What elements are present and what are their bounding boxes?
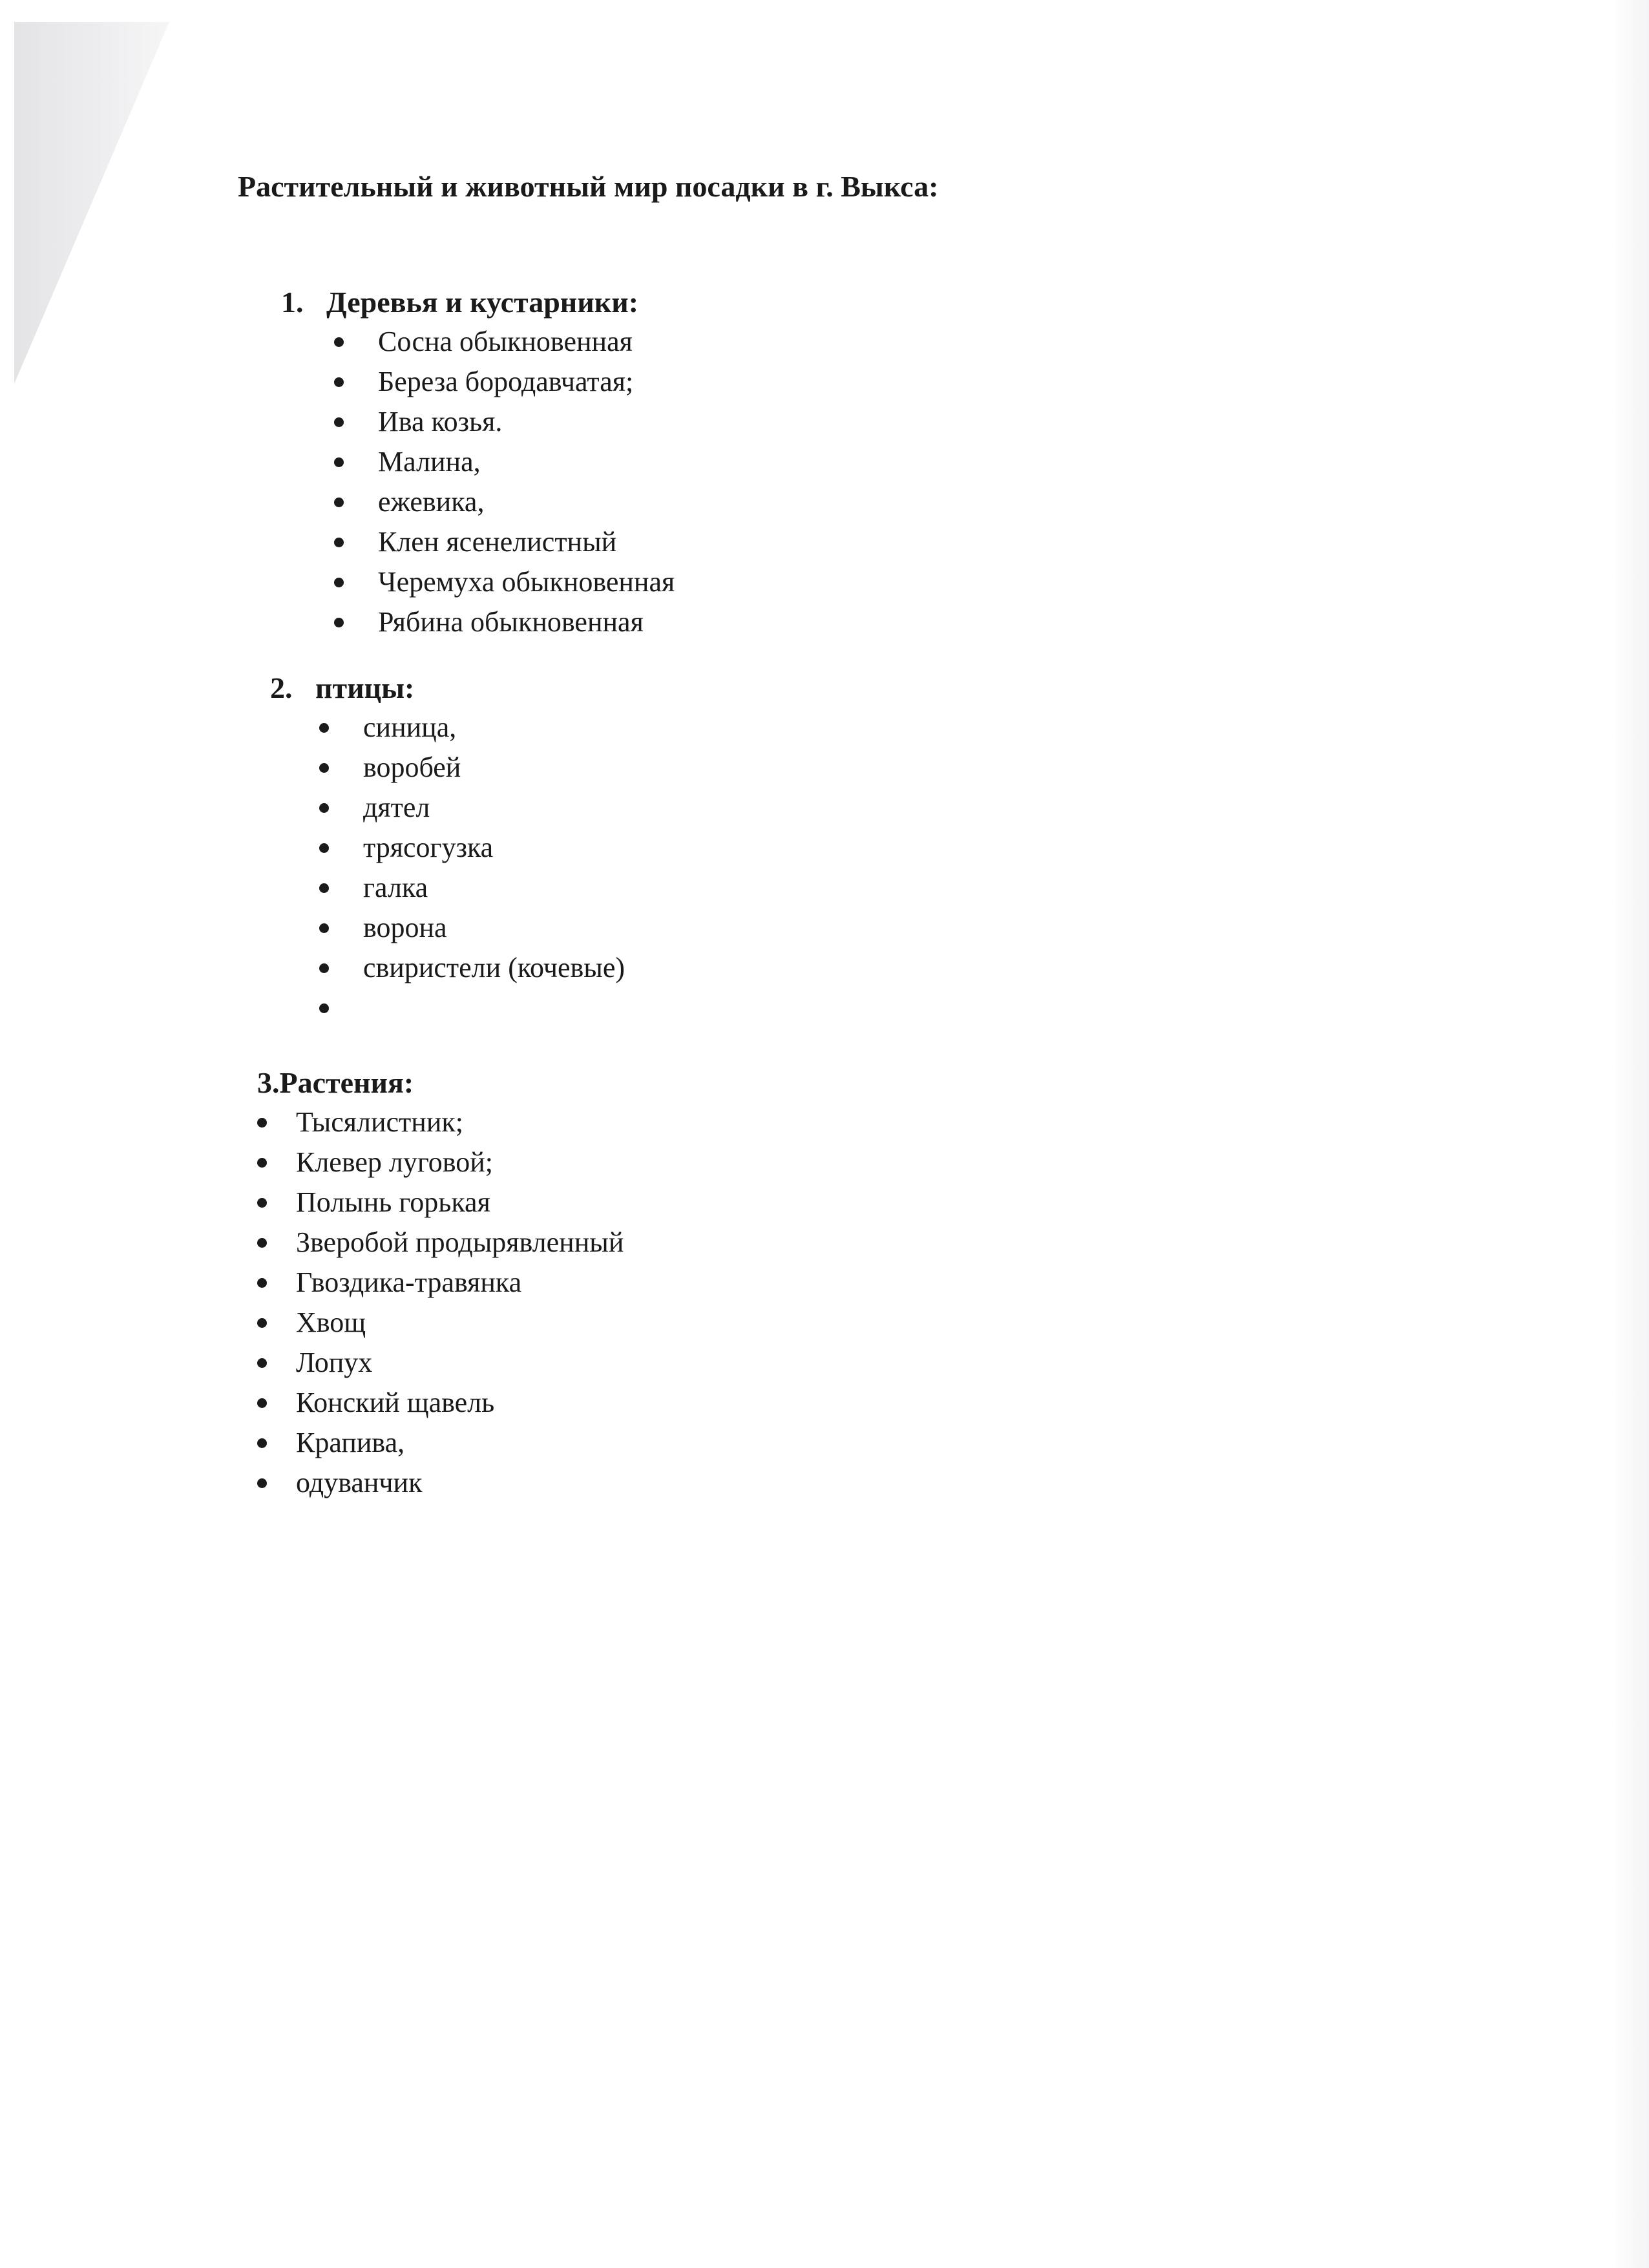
list-item bbox=[334, 362, 638, 402]
bullet-icon bbox=[334, 538, 344, 547]
list-item bbox=[257, 1182, 490, 1223]
list-item-text: Крапива, bbox=[296, 1427, 405, 1458]
list-item-text: Тысялистник; bbox=[296, 1106, 463, 1138]
list-item bbox=[334, 522, 638, 562]
list-item-text: Черемуха обыкновенная bbox=[378, 566, 675, 598]
bullet-icon bbox=[319, 843, 329, 853]
list-item bbox=[319, 708, 457, 748]
bullet-icon bbox=[257, 1358, 267, 1368]
section-heading-text: Деревья и кустарники: bbox=[326, 286, 639, 319]
bullet-icon bbox=[319, 723, 329, 733]
list-item-text: Гвоздика-травянка bbox=[296, 1266, 522, 1298]
bullet-icon bbox=[319, 923, 329, 933]
list-item-text: трясогузка bbox=[363, 832, 494, 863]
section-heading-text: Растения: bbox=[279, 1066, 414, 1099]
list-item-text: синица, bbox=[363, 711, 457, 743]
list-item bbox=[334, 402, 638, 442]
section-birds bbox=[270, 669, 625, 1028]
document-title: Растительный и животный мир посадки в г. Выкса: bbox=[238, 170, 939, 203]
list-item bbox=[334, 442, 638, 482]
section-heading bbox=[281, 283, 638, 322]
list-item bbox=[334, 482, 638, 522]
bullet-icon bbox=[319, 803, 329, 813]
bullet-icon bbox=[257, 1118, 267, 1128]
list-item-text: Клен ясенелистный bbox=[378, 526, 617, 558]
list-item-text: Хвощ bbox=[296, 1307, 366, 1338]
list-item bbox=[257, 1423, 414, 1463]
list-item-text: одуванчик bbox=[296, 1467, 423, 1498]
bullet-icon bbox=[257, 1438, 267, 1448]
bullet-icon bbox=[319, 963, 329, 973]
list-item-text: Конский щавель bbox=[296, 1387, 495, 1418]
list-item bbox=[334, 602, 644, 642]
bullet-icon bbox=[257, 1158, 267, 1168]
bullet-icon bbox=[319, 1003, 329, 1013]
section-number: 2. bbox=[270, 671, 293, 704]
list-item bbox=[257, 1383, 495, 1423]
list-item-text: Зверобой продырявленный bbox=[296, 1226, 624, 1258]
section-heading bbox=[270, 669, 414, 708]
birds-list bbox=[319, 708, 625, 1028]
list-item bbox=[257, 1102, 463, 1142]
list-item bbox=[257, 1223, 624, 1263]
section-number: 3. bbox=[257, 1066, 280, 1099]
list-item-text: Малина, bbox=[378, 446, 481, 478]
list-item bbox=[319, 868, 428, 908]
list-item-text: Рябина обыкновенная bbox=[378, 606, 644, 638]
list-item-text: Клевер луговой; bbox=[296, 1146, 494, 1178]
section-heading bbox=[257, 1064, 414, 1102]
list-item bbox=[257, 1463, 423, 1503]
list-item-text: Ива козья. bbox=[378, 406, 503, 437]
section-number: 1. bbox=[281, 286, 304, 319]
list-item bbox=[319, 748, 461, 788]
list-item bbox=[334, 322, 638, 362]
bullet-icon bbox=[334, 498, 344, 507]
section-trees-shrubs bbox=[281, 283, 675, 642]
plants-list bbox=[257, 1102, 624, 1503]
list-item bbox=[319, 948, 625, 988]
bullet-icon bbox=[257, 1238, 267, 1248]
bullet-icon bbox=[334, 337, 344, 347]
bullet-icon bbox=[334, 417, 344, 427]
bullet-icon bbox=[257, 1318, 267, 1328]
list-item-text: воробей bbox=[363, 751, 461, 783]
section-heading-text: птицы: bbox=[315, 671, 415, 704]
list-item-empty bbox=[319, 988, 414, 1028]
list-item-text: Береза бородавчатая; bbox=[378, 366, 634, 397]
bullet-icon bbox=[334, 457, 344, 467]
list-item bbox=[257, 1303, 414, 1343]
list-item-text: Полынь горькая bbox=[296, 1186, 490, 1218]
list-item bbox=[319, 828, 494, 868]
list-item bbox=[257, 1263, 522, 1303]
list-item-text: Лопух bbox=[296, 1347, 373, 1378]
bullet-icon bbox=[257, 1398, 267, 1408]
section-plants bbox=[257, 1064, 624, 1503]
list-item bbox=[257, 1343, 414, 1383]
bullet-icon bbox=[334, 578, 344, 587]
bullet-icon bbox=[334, 377, 344, 387]
trees-list bbox=[334, 322, 675, 642]
bullet-icon bbox=[257, 1278, 267, 1288]
list-item bbox=[319, 788, 430, 828]
list-item bbox=[334, 562, 675, 602]
scan-shadow bbox=[14, 22, 169, 384]
list-item-text: ежевика, bbox=[378, 486, 485, 518]
scan-edge bbox=[1610, 0, 1649, 2268]
bullet-icon bbox=[334, 618, 344, 627]
list-item-text: дятел bbox=[363, 792, 430, 823]
list-item bbox=[319, 908, 447, 948]
bullet-icon bbox=[257, 1478, 267, 1488]
list-item-text: Сосна обыкновенная bbox=[378, 326, 633, 357]
bullet-icon bbox=[319, 763, 329, 773]
bullet-icon bbox=[257, 1198, 267, 1208]
list-item-text: ворона bbox=[363, 912, 447, 943]
bullet-icon bbox=[319, 883, 329, 893]
list-item bbox=[257, 1142, 494, 1182]
list-item-text: свиристели (кочевые) bbox=[363, 952, 625, 983]
list-item-text: галка bbox=[363, 872, 428, 903]
